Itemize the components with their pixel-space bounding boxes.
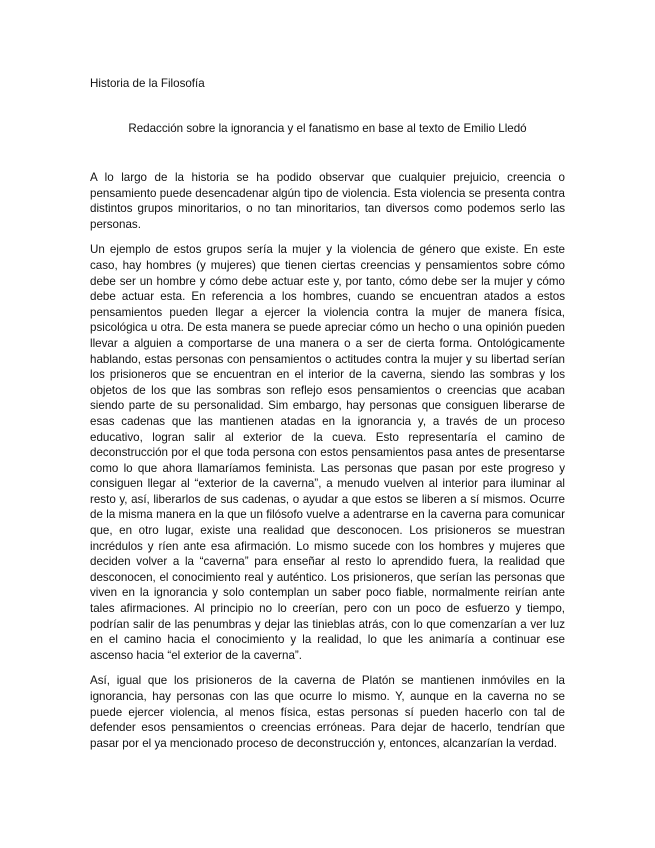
document-body	[90, 170, 565, 761]
document-title: Redacción sobre la ignorancia y el fanatismo en base al texto de Emilio Lledó	[128, 122, 527, 135]
paragraph-2: Un ejemplo de estos grupos sería la mujer y la violencia de género que existe. En este caso, hay hombres (y mujeres) que tienen ciertas creencias y pensamientos sobre cómo debe ser un hombre y cómo debe actuar este y, por tanto, cómo debe ser la mujer y cómo debe actuar esta. En referencia a los hombres, cuando se encuentran atados a estos pensamientos pueden llegar a ejercer la violencia contra la mujer de manera física, psicológica u otra. De esta manera se puede apreciar cómo un hecho o una opinión pueden llevar a alguien a comportarse de una manera o a ser de cierta forma. Ontológicamente hablando, estas personas con pensamientos o actitudes contra la mujer y su libertad serían los prisioneros que se encuentran en el interior de la caverna, siendo las sombras y los objetos de los que las sombras son reflejo esos pensamientos o creencias que acaban siendo parte de su personalidad. Sim embargo, hay personas que consiguen liberarse de esas cadenas que las mantienen atadas en la ignorancia y, a través de un proceso educativo, logran salir al exterior de la cueva. Esto representaría el camino de deconstrucción por el que toda persona con estos pensamientos pasa antes de presentarse como lo que ahora llamaríamos feminista. Las personas que pasan por este progreso y consiguen llegar al “exterior de la caverna”, a menudo vuelven al interior para iluminar al resto y, así, liberarlos de sus cadenas, o ayudar a que estos se liberen a sí mismos. Ocurre de la misma manera en la que un filósofo vuelve a adentrarse en la caverna para comunicar que, en otro lugar, existe una realidad que desconocen. Los prisioneros se muestran incrédulos y ríen ante esa afirmación. Lo mismo sucede con los hombres y mujeres que deciden volver a la “caverna” para enseñar al resto lo aprendido fuera, la realidad que desconocen, el conocimiento real y auténtico. Los prisioneros, que serían las personas que viven en la ignorancia y solo contemplan un saber poco fiable, normalmente reirían ante tales afirmaciones. Al principio no lo creerían, pero con un poco de esfuerzo y tiempo, podrían salir de las penumbras y dejar las tinieblas atrás, con lo que comenzarían a ver luz en el camino hacia el conocimiento y la realidad, lo que les animaría a continuar ese ascenso hacia “el exterior de la caverna”.	[90, 243, 565, 662]
paragraph-1: A lo largo de la historia se ha podido observar que cualquier prejuicio, creencia o pensamiento puede desencadenar algún tipo de violencia. Esta violencia se presenta contra distintos grupos minoritarios, o no tan minoritarios, tan diversos como podemos serlo las personas.	[90, 171, 565, 231]
paragraph-3: Así, igual que los prisioneros de la caverna de Platón se mantienen inmóviles en la ignorancia, hay personas con las que ocurre lo mismo. Y, aunque en la caverna no se puede ejercer violencia, al menos física, estas personas sí pueden hacerlo con tal de defender esos pensamientos o creencias erróneas. Para dejar de hacerlo, tendrían que pasar por el ya mencionado proceso de deconstrucción y, entonces, alcanzarían la verdad.	[90, 674, 565, 750]
document-header: Historia de la Filosofía	[90, 77, 205, 90]
